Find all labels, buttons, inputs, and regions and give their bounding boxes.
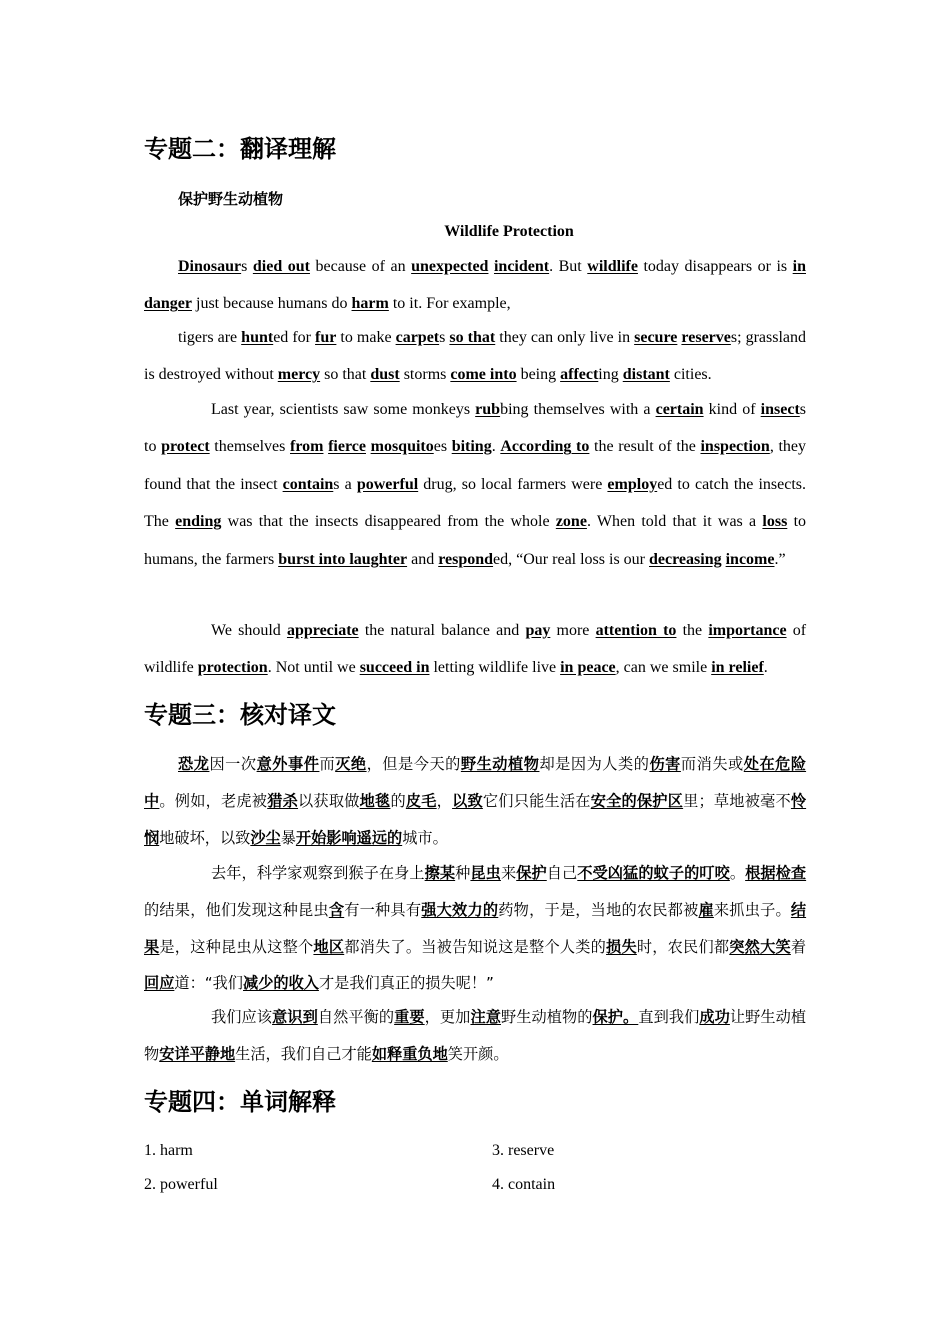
section-2-heading: 专题二：翻译理解 xyxy=(144,135,336,163)
keyword: 意识到 xyxy=(272,1008,318,1026)
text-run: ，但是今天的 xyxy=(366,755,461,773)
keyword: 如释重负地 xyxy=(371,1044,448,1063)
keyword: 开始影响遥远的 xyxy=(295,828,403,847)
zh-paragraph-2 xyxy=(144,855,806,1002)
keyword: 灭绝 xyxy=(335,755,367,773)
text-run: . But xyxy=(549,258,588,275)
text-run: 以获取做 xyxy=(298,791,360,810)
text-run: kind of xyxy=(703,401,761,418)
text-run: 。 xyxy=(729,864,746,882)
text-run: 的 xyxy=(390,791,406,810)
text-run: s a xyxy=(333,475,357,493)
keyword: 效力 xyxy=(452,900,483,919)
text-run: Last year, scientists saw some monkeys xyxy=(211,401,476,418)
text-run: 着 xyxy=(790,937,807,956)
vocab-item: 3. reserve xyxy=(492,1142,555,1159)
text-run: We should xyxy=(211,622,287,639)
text-run: 都消失了。当被告知说这是整个人类的 xyxy=(344,937,607,956)
keyword: died out xyxy=(252,258,310,275)
text-run: more xyxy=(550,622,596,639)
text-run: 自己 xyxy=(546,864,578,882)
keyword: fierce xyxy=(328,438,366,456)
keyword: 的 xyxy=(482,900,499,919)
text-run: . When told that it was a xyxy=(586,513,763,531)
text-run: 让野生动植物 xyxy=(144,1008,807,1063)
text-run: 而 xyxy=(319,755,336,773)
text-run: 种 xyxy=(455,864,471,882)
text-run: to make xyxy=(336,329,396,346)
text-run: 才是我们真正的损失呢！” xyxy=(318,974,494,993)
text-run: s xyxy=(241,258,253,275)
text-run: themselves xyxy=(209,438,290,456)
text-run: 生活，我们自己才能 xyxy=(235,1044,372,1063)
zh-paragraph-3 xyxy=(144,999,806,1073)
keyword: appreciate xyxy=(286,622,359,639)
text-run: 我们应该 xyxy=(211,1008,273,1026)
text-run: ，更加 xyxy=(424,1008,471,1026)
keyword: contain xyxy=(282,475,334,493)
keyword: importance xyxy=(708,622,787,639)
keyword: zone xyxy=(555,513,587,531)
keyword: rub xyxy=(475,401,501,418)
text-run: so that xyxy=(320,366,371,384)
keyword: wildlife xyxy=(587,258,638,275)
text-run: s xyxy=(439,329,450,346)
keyword: 损失 xyxy=(606,937,637,956)
keyword: ending xyxy=(175,513,222,531)
keyword: 恐龙 xyxy=(178,755,210,773)
text-run: 因一次 xyxy=(209,755,257,773)
keyword: pay xyxy=(525,622,551,639)
keyword: 突然大笑 xyxy=(729,937,791,956)
keyword: 成功 xyxy=(699,1008,730,1026)
section-3-heading: 专题三：核对译文 xyxy=(144,701,336,729)
text-run: 去年，科学家观察到猴子在身上 xyxy=(211,864,425,882)
keyword: succeed in xyxy=(359,659,430,677)
text-run: ed, “Our real loss is our xyxy=(493,550,650,568)
keyword: biting xyxy=(451,438,492,456)
keyword: affect xyxy=(560,366,599,384)
text-run: 自然平衡的 xyxy=(317,1008,395,1026)
text-run: 道：“我们 xyxy=(174,974,243,993)
text-run: 而消失或 xyxy=(680,755,744,773)
zh-paragraph-1 xyxy=(144,746,806,856)
text-run: ing xyxy=(598,366,623,384)
keyword: from xyxy=(290,438,324,456)
en-paragraph-3 xyxy=(144,391,806,578)
text-run: 是，这种昆虫从这整个 xyxy=(159,937,314,956)
text-run: today disappears or is xyxy=(637,258,793,275)
keyword: 野生动植物 xyxy=(460,755,540,773)
keyword: mosquito xyxy=(370,438,434,456)
text-run: the result of the xyxy=(589,438,701,456)
text-run: , they found that the insect xyxy=(144,438,806,493)
en-paragraph-4 xyxy=(144,612,806,687)
text-run: just because humans do xyxy=(192,295,352,313)
keyword: 沙尘 xyxy=(250,828,281,847)
text-run: 时，农民们都 xyxy=(636,937,730,956)
text-run: 来 xyxy=(500,864,517,882)
text-run: of wildlife xyxy=(144,622,807,677)
text-run: to it. For example, xyxy=(388,295,511,313)
keyword: unexpected xyxy=(411,258,489,275)
text-run: 地破坏，以致 xyxy=(159,828,251,847)
keyword: carpet xyxy=(395,329,440,346)
section-4-heading: 专题四：单词解释 xyxy=(144,1088,336,1116)
keyword: 根据检查 xyxy=(745,864,807,882)
keyword: 重要 xyxy=(394,1008,425,1026)
text-run: being xyxy=(516,366,561,384)
keyword: 雇 xyxy=(698,900,714,919)
text-run: 暴 xyxy=(280,828,296,847)
keyword: reserve xyxy=(681,329,731,346)
text-run: s; grassland is destroyed without xyxy=(144,329,807,384)
text-run: because of an xyxy=(309,258,412,275)
text-run: ， xyxy=(436,791,453,810)
keyword: 回应 xyxy=(144,974,175,993)
keyword: powerful xyxy=(356,475,419,493)
keyword: According to xyxy=(500,438,590,456)
text-run: storms xyxy=(399,366,451,384)
text-run: 却是因为人类的 xyxy=(539,755,650,773)
keyword: secure xyxy=(634,329,678,346)
vocab-item: 2. powerful xyxy=(144,1176,218,1193)
keyword: so that xyxy=(449,329,496,346)
text-run: 来抓虫子。 xyxy=(713,900,791,919)
keyword: come into xyxy=(450,366,517,384)
keyword: 注意 xyxy=(470,1008,501,1026)
keyword: 不受凶猛的蚊子的叮咬 xyxy=(577,864,730,882)
keyword: 安全的保护区 xyxy=(590,791,684,810)
keyword: respond xyxy=(438,550,494,568)
text-run: . xyxy=(763,659,768,677)
keyword: certain xyxy=(655,401,704,418)
vocab-item: 4. contain xyxy=(492,1176,556,1193)
keyword: 保护。 xyxy=(592,1008,639,1026)
text-run: 药物，于是，当地的农民都被 xyxy=(498,900,699,919)
text-run: bing themselves with a xyxy=(500,401,656,418)
keyword: 以致 xyxy=(452,791,483,810)
text-run: ed for xyxy=(273,329,316,346)
keyword: 强大 xyxy=(421,900,453,919)
keyword: 减少的收入 xyxy=(243,974,319,993)
keyword: fur xyxy=(315,329,337,346)
text-run: drug, so local farmers were xyxy=(418,475,608,493)
keyword: dust xyxy=(370,366,400,384)
keyword: distant xyxy=(622,366,670,384)
passage-title: Wildlife Protection xyxy=(444,223,574,240)
keyword: in peace xyxy=(560,659,616,677)
passage-subtitle: 保护野生动植物 xyxy=(178,190,284,208)
keyword: 怜悯 xyxy=(144,791,807,847)
text-run: ed to catch the insects. The xyxy=(144,475,807,531)
keyword: 昆虫 xyxy=(470,864,501,882)
keyword: income xyxy=(725,550,775,568)
text-run: . Not until we xyxy=(267,659,360,677)
keyword: mercy xyxy=(277,366,321,384)
keyword: decreasing xyxy=(649,550,722,568)
text-run: .” xyxy=(774,550,786,568)
keyword: 皮毛 xyxy=(405,791,437,810)
keyword: 擦某 xyxy=(424,864,456,882)
text-run: to humans, the farmers xyxy=(144,513,807,568)
text-run: 它们只能生活在 xyxy=(482,791,591,810)
text-run: 野生动植物的 xyxy=(500,1008,593,1026)
text-run: letting wildlife live xyxy=(429,659,561,677)
text-run: 。例如，老虎被 xyxy=(159,791,268,810)
text-run: was that the insects disappeared from the whole xyxy=(221,513,556,531)
keyword: burst into laughter xyxy=(278,550,408,568)
text-run: 直到我们 xyxy=(638,1008,700,1026)
text-run: tigers are xyxy=(178,329,242,346)
keyword: in danger xyxy=(144,258,806,313)
text-run: 城市。 xyxy=(402,828,448,847)
text-run: 里；草地被毫不 xyxy=(683,791,791,810)
keyword: hunt xyxy=(241,329,274,346)
keyword: 意外事件 xyxy=(256,755,320,773)
keyword: employ xyxy=(607,475,658,493)
text-run: the xyxy=(676,622,709,639)
text-run: s to xyxy=(144,401,807,456)
keyword: harm xyxy=(351,295,389,313)
text-run: , can we smile xyxy=(615,659,712,677)
text-run: 的结果，他们发现这种昆虫 xyxy=(144,900,329,919)
en-paragraph-1 xyxy=(144,248,806,323)
keyword: loss xyxy=(762,513,788,531)
keyword: protection xyxy=(197,659,268,677)
text-run: 笑开颜。 xyxy=(447,1044,509,1063)
keyword: 含 xyxy=(328,900,345,919)
keyword: attention to xyxy=(595,622,677,639)
keyword: 结果 xyxy=(144,900,807,956)
keyword: 地毯 xyxy=(359,791,391,810)
vocab-item: 1. harm xyxy=(144,1142,193,1159)
text-run: they can only live in xyxy=(495,329,635,346)
keyword: in relief xyxy=(711,659,764,677)
text-run: and xyxy=(407,550,439,568)
keyword: inspection xyxy=(700,438,770,456)
text-run: cities. xyxy=(669,366,712,384)
text-run: the natural balance and xyxy=(358,622,526,639)
keyword: 安详平静地 xyxy=(159,1044,236,1063)
keyword: 处在危险中 xyxy=(144,755,807,810)
text-run: es xyxy=(433,438,452,456)
keyword: 地区 xyxy=(313,937,345,956)
keyword: protect xyxy=(161,438,210,456)
keyword: 保护 xyxy=(516,864,547,882)
keyword: 伤害 xyxy=(649,755,681,773)
keyword: 猎杀 xyxy=(267,791,299,810)
keyword: Dinosaur xyxy=(178,258,242,275)
text-run: 有一种具有 xyxy=(344,900,422,919)
en-paragraph-2 xyxy=(144,319,806,394)
keyword: insect xyxy=(760,401,800,418)
text-run: . xyxy=(491,438,501,456)
keyword: incident xyxy=(493,258,550,275)
